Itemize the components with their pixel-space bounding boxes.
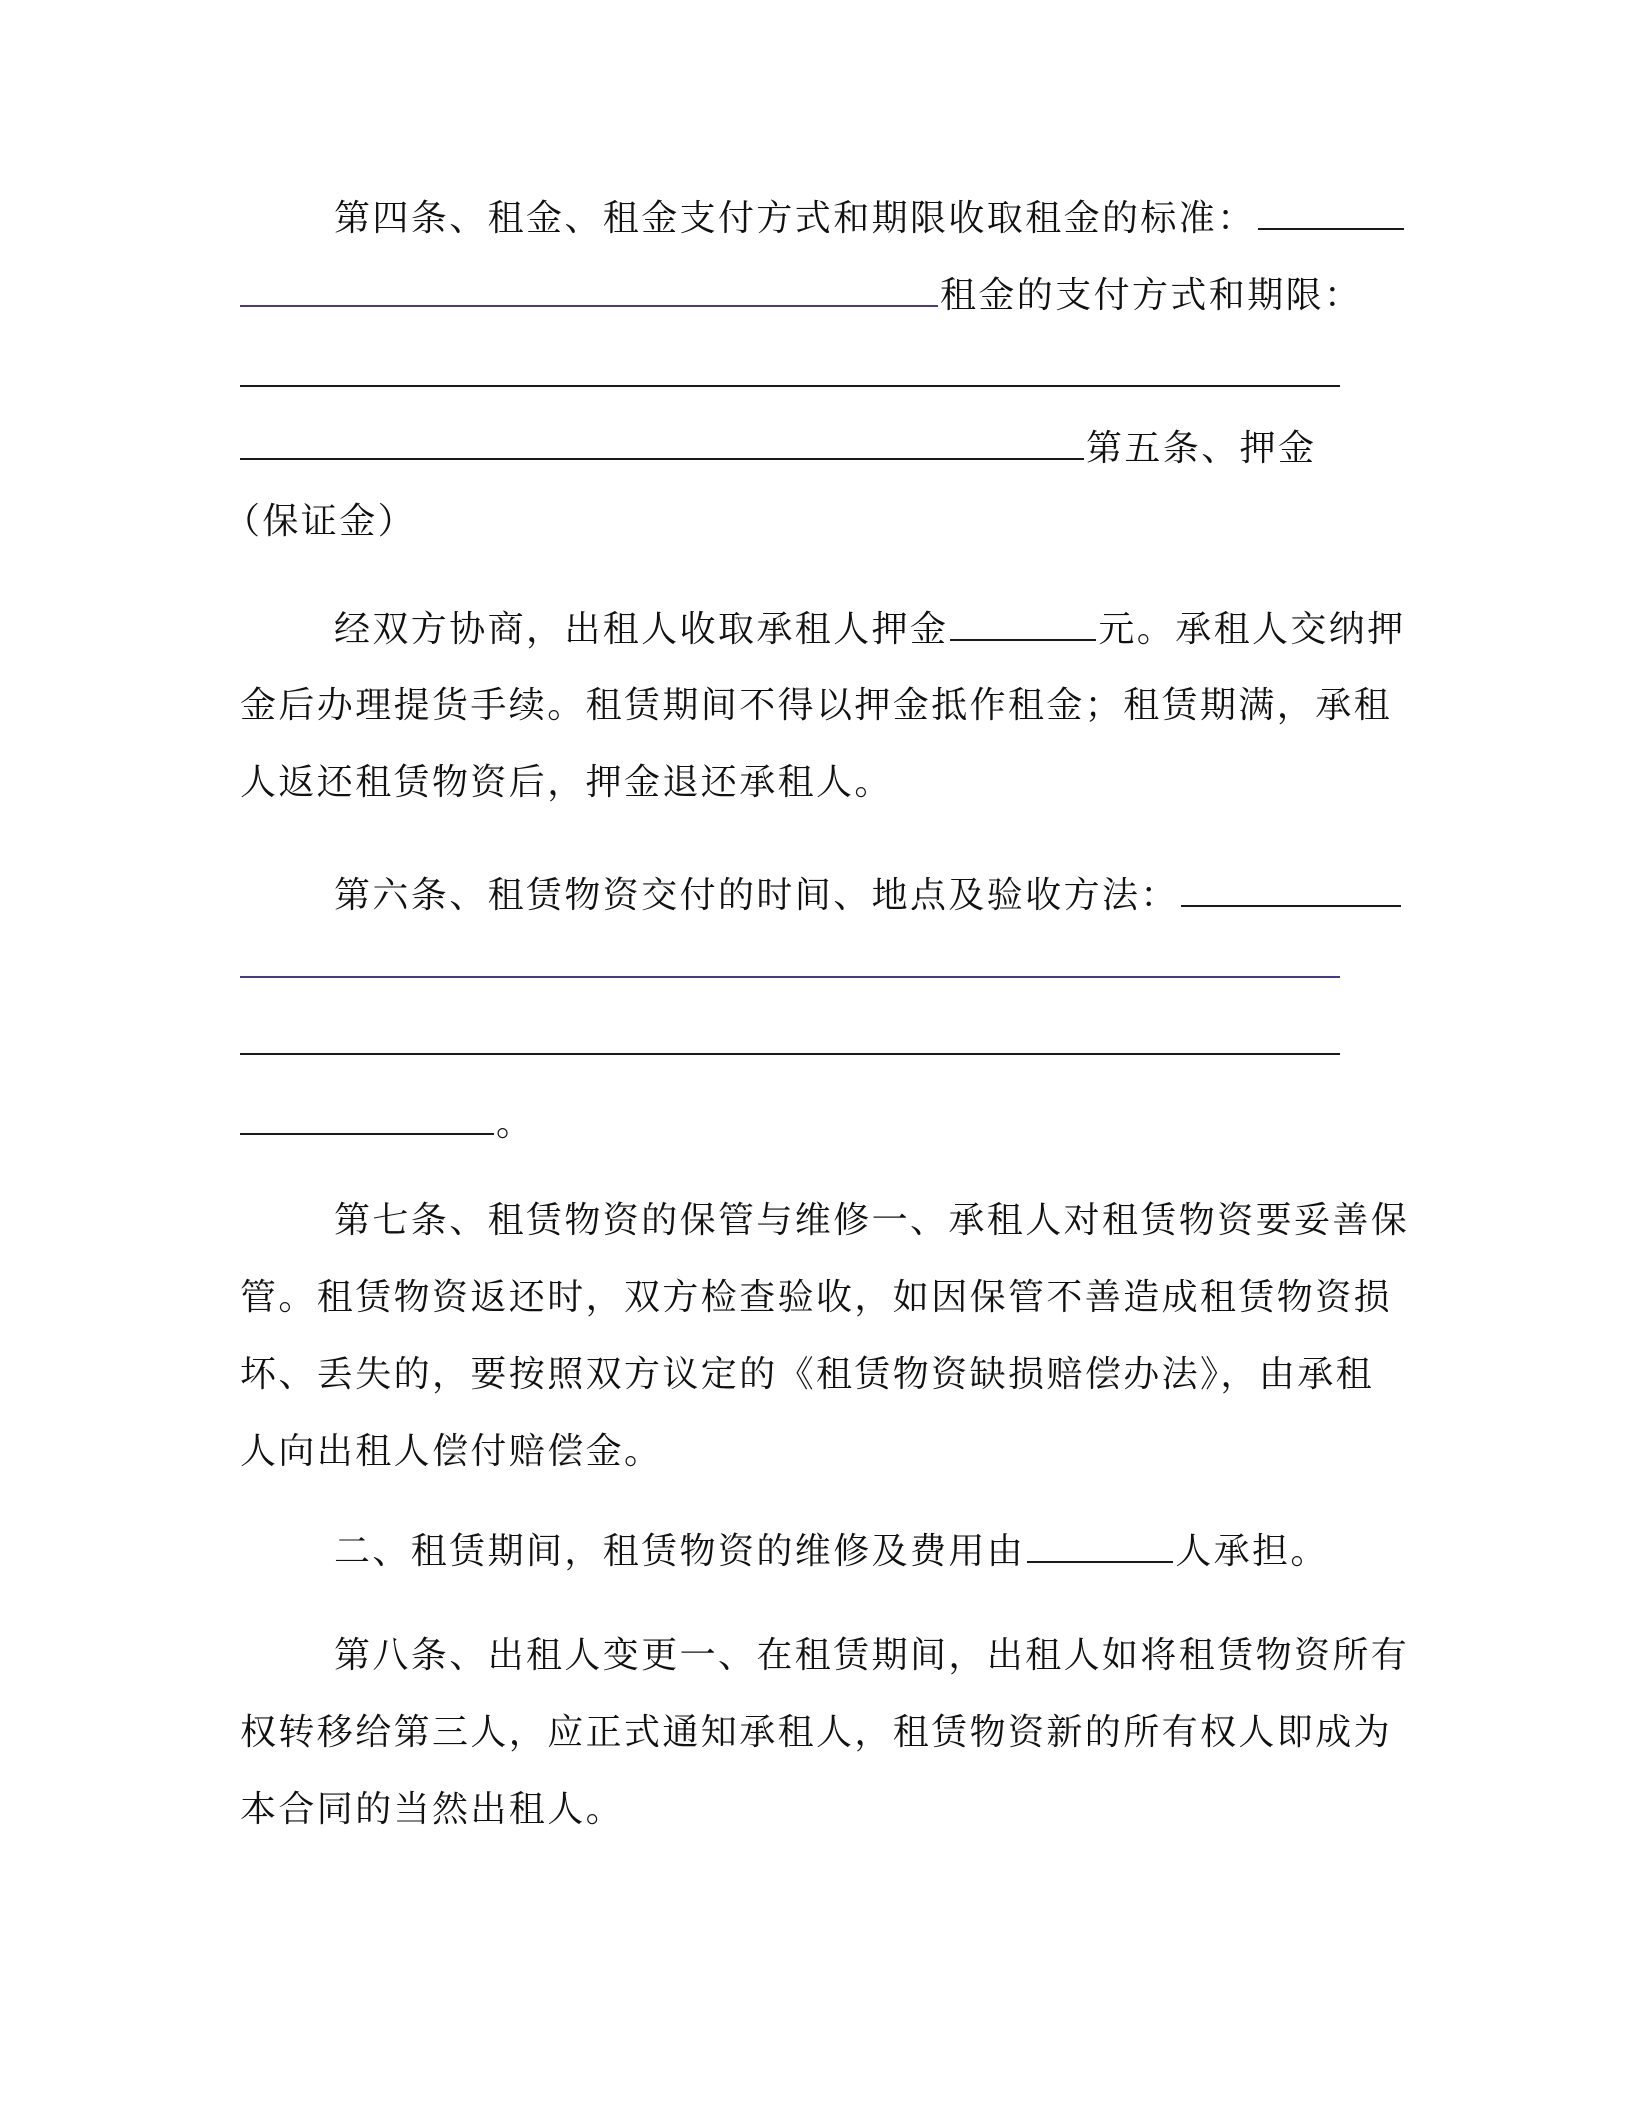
article-5-paragraph-line-2: 金后办理提货手续。租赁期间不得以押金抵作租金；租赁期满，承租 [240,685,1393,726]
article-7-line-2: 管。租赁物资返还时，双方检查验收，如因保管不善造成租赁物资损 [240,1277,1393,1318]
maintenance-party-blank[interactable] [1027,1511,1173,1563]
delivery-method-blank-4[interactable] [240,1083,494,1135]
article-5-paragraph-line-3: 人返还租赁物资后，押金退还承租人。 [240,762,893,803]
article-5-paragraph-line-1: 经双方协商，出租人收取承租人押金 元。承租人交纳押 [334,589,1406,667]
article-6-line-1 [334,855,1403,933]
article-4-line-1 [334,178,1406,256]
article-7-paragraph-2: 二、租赁期间，租赁物资的维修及费用由 人承担。 [334,1511,1329,1589]
delivery-method-blank-2[interactable] [240,976,1340,978]
article-8-line-2: 权转移给第三人，应正式通知承租人，租赁物资新的所有权人即成为 [240,1712,1393,1753]
article-4-line-2 [240,255,1362,333]
article-7-line-3: 坏、丢失的，要按照双方议定的《租赁物资缺损赔偿办法》，由承租 [240,1354,1375,1395]
article-5-heading: 第五条、押金 [1086,428,1317,469]
article-8-line-1: 第八条、出租人变更一、在租赁期间，出租人如将租赁物资所有 [334,1635,1410,1676]
rent-payment-blank-2[interactable] [240,408,1084,460]
article-6-title: 第六条、租赁物资交付的时间、地点及验收方法： [334,875,1179,916]
rent-payment-blank-1[interactable] [240,385,1340,387]
article-8-line-3: 本合同的当然出租人。 [240,1789,625,1830]
delivery-method-blank-3[interactable] [240,1053,1340,1055]
article-7-line-1: 第七条、租赁物资的保管与维修一、承租人对租赁物资要妥善保 [334,1200,1410,1241]
article-4-title: 第四条、租金、租金支付方式和期限收取租金的标准： [334,198,1256,239]
article-5-line [240,408,1316,486]
deposit-amount-blank[interactable] [950,589,1096,641]
rent-payment-label: 租金的支付方式和期限： [940,275,1363,316]
rent-standard-blank[interactable] [1258,178,1404,230]
article-6-line-end: 。 [240,1083,534,1161]
article-7-line-4: 人向出租人偿付赔偿金。 [240,1431,663,1472]
article-5-subheading: （保证金） [224,501,417,542]
rent-standard-blank-cont[interactable] [240,255,938,307]
delivery-method-blank[interactable] [1181,855,1401,907]
